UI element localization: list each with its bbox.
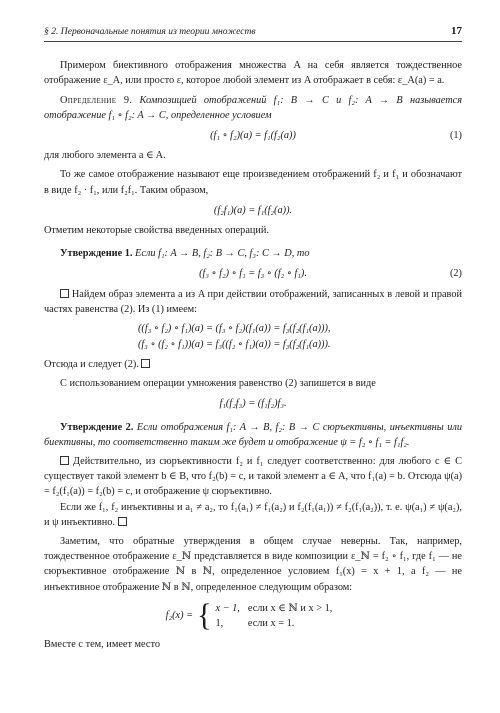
proof-end-square-icon xyxy=(118,517,127,526)
case-condition: если x = 1. xyxy=(247,617,295,629)
statement-1-label: Утверждение 1. xyxy=(60,248,133,260)
paragraph-final: Вместе с тем, имеет место xyxy=(44,638,160,650)
equation-product xyxy=(44,203,462,218)
proof-end-square-icon xyxy=(141,359,150,368)
equation-product-body: (f₂f₁)(a) = f₁(f₂(a)). xyxy=(213,204,293,216)
definition-after: для любого элемента a ∈ A. xyxy=(44,150,166,162)
running-header xyxy=(44,24,462,42)
paragraph-identity-map: Примером биективного отображения множества A на себя является тождественное отображение ε_A, или просто ε, которое любой элемент из A отображает в себя: ε_A(a) = a. xyxy=(44,60,462,87)
proof-1-equations xyxy=(138,321,462,353)
section-title: § 2. Первоначальные понятия из теории множеств xyxy=(44,26,256,37)
paragraph-multiplication: С использованием операции умножения равенство (2) запишется в виде xyxy=(60,378,376,390)
proof-1 xyxy=(44,287,462,317)
proof-2-text-2: Если же f₁, f₂ инъективны и a₁ ≠ a₂, то f₁(a₁) ≠ f₁(a₂) и f₂(f₁(a₁)) ≠ f₂(f₁(a₂)), т. е. ψ(a₁) ≠ ψ(a₂), и ψ инъективно. xyxy=(44,501,462,528)
statement-2-text: Если отображения f₁: A → B, f₂: B → C сюръективны, инъективны или биективны, то соответственно таким же будет и отображение ψ = f₂ ∘ f₁ = f₁f₂. xyxy=(44,421,462,448)
proof-2-paragraph-2 xyxy=(44,500,462,530)
proof-1-text: Найдем образ элемента a из A при действии отображений, записанных в левой и правой частях равенства (2). Из (1) имеем: xyxy=(44,288,462,315)
case-row xyxy=(215,616,340,631)
definition-text: Композицией отображений f₁: B → C и f₂: A → B называется отображение f₁ ∘ f₂: A → C, определенное условием xyxy=(44,94,463,121)
equation-2 xyxy=(44,266,462,281)
statement-2-label: Утверждение 2. xyxy=(60,421,134,433)
case-row xyxy=(215,601,340,616)
equation-associativity-body: f₁(f₂f₃) = (f₁f₂)f₃. xyxy=(219,398,287,410)
equation-1-body: (f₁ ∘ f₂)(a) = f₁(f₂(a)) xyxy=(210,130,296,142)
case-expression: 1, xyxy=(215,617,224,629)
piecewise-cases xyxy=(215,601,340,631)
proof-2-text-1: Действительно, из сюръективности f₂ и f₁ следует соответственно: для любого c ∈ C существует такой элемент b ∈ B, что f₂(b) = c, и такой элемент a ∈ A, что f₁(a) = b. Отсюда ψ(a) = f₂(f₁(a)) = f₂(b) = c, и отображение ψ сюръективно. xyxy=(44,456,463,498)
left-brace-icon: { xyxy=(197,598,212,633)
paragraph-properties: Отметим некоторые свойства введенных операций. xyxy=(44,225,270,237)
statement-2 xyxy=(44,420,462,450)
equation-associativity xyxy=(44,396,462,411)
statement-1-text: Если f₁: A → B, f₂: B → C, f₃: C → D, то xyxy=(135,248,310,260)
paragraph-counterexample: Заметим, что обратные утверждения в общем случае неверны. Так, например, тождественное отображение ε_ℕ представляется в виде композиции ε_ℕ = f₂ ∘ f₁, где f₁ — не сюръективное отображение ℕ в ℕ, определенное условием f₁(x) = x + 1, а f₂ — не инъективное отображение ℕ в ℕ, определенное следующим образом: xyxy=(44,536,462,593)
piecewise-lhs: f₂(x) = xyxy=(165,610,194,622)
equation-2-body: (f₃ ∘ f₂) ∘ f₁ = f₃ ∘ (f₂ ∘ f₁). xyxy=(199,268,307,280)
proof-1-line-1: ((f₃ ∘ f₂) ∘ f₁)(a) = (f₃ ∘ f₂)(f₁(a)) = f₃(f₂(f₁(a))), xyxy=(138,323,331,335)
case-condition: если x ∈ ℕ и x > 1, xyxy=(247,602,333,614)
definition-9 xyxy=(44,93,462,123)
equation-2-number: (2) xyxy=(449,268,462,280)
definition-label: Определение 9. xyxy=(60,94,133,106)
statement-1 xyxy=(44,246,462,261)
equation-1-number: (1) xyxy=(449,130,462,142)
equation-1 xyxy=(44,128,462,143)
page-number: 17 xyxy=(451,25,462,37)
proof-1-end-text: Отсюда и следует (2). xyxy=(44,359,139,371)
proof-1-line-2: (f₃ ∘ (f₂ ∘ f₁))(a) = f₃((f₂ ∘ f₁)(a)) = f₃(f₂(f₁(a))). xyxy=(138,339,331,351)
piecewise-function xyxy=(44,598,462,633)
book-page xyxy=(44,24,462,652)
case-expression: x − 1, xyxy=(215,602,240,614)
proof-start-square-icon xyxy=(60,289,69,298)
proof-start-square-icon xyxy=(60,456,69,465)
paragraph-product: То же самое отображение называют еще произведением отображений f₂ и f₁ и обозначают в виде f₂ · f₁, или f₂f₁. Таким образом, xyxy=(44,169,462,196)
proof-2-paragraph-1 xyxy=(44,454,462,500)
proof-1-end xyxy=(44,357,462,372)
